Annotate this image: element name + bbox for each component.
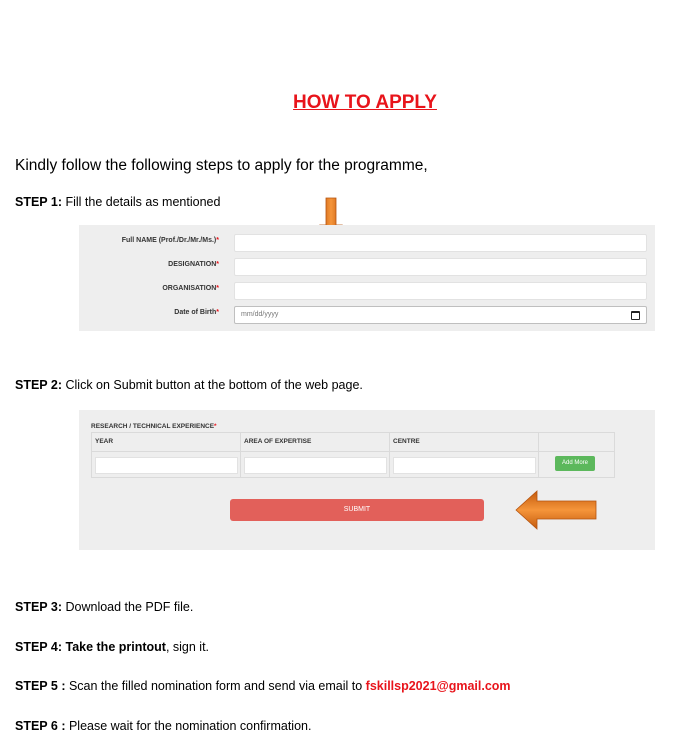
form-row-designation [79, 258, 655, 276]
submit-button[interactable]: SUBMIT [230, 499, 484, 521]
field-label: ORGANISATION* [162, 285, 219, 292]
table-divider [240, 433, 241, 477]
add-more-button[interactable]: Add More [555, 456, 595, 471]
organisation-field[interactable] [234, 282, 647, 300]
calendar-icon[interactable] [631, 311, 640, 320]
step-5: STEP 5 : Scan the filled nomination form and send via email to fskillsp2021@gmail.com [15, 679, 511, 693]
year-input[interactable] [95, 457, 238, 474]
experience-table [91, 432, 615, 478]
date-of-birth-field[interactable] [234, 306, 647, 324]
page-title: HOW TO APPLY [293, 92, 437, 113]
form-row-date-of-birth [79, 306, 655, 324]
step-1: STEP 1: Fill the details as mentioned [15, 195, 221, 209]
email-link[interactable]: fskillsp2021@gmail.com [365, 679, 511, 693]
arrow-left-icon [515, 489, 599, 533]
column-header-year: YEAR [95, 438, 114, 445]
field-label: Date of Birth* [174, 309, 219, 316]
intro-text: Kindly follow the following steps to apply for the programme, [15, 157, 428, 174]
field-label: DESIGNATION* [168, 261, 219, 268]
form-row-organisation [79, 282, 655, 300]
date-placeholder: mm/dd/yyyy [241, 311, 279, 318]
step-2: STEP 2: Click on Submit button at the bottom of the web page. [15, 378, 363, 392]
section-label: RESEARCH / TECHNICAL EXPERIENCE* [91, 423, 217, 430]
table-header [92, 433, 614, 452]
step-6: STEP 6 : Please wait for the nomination confirmation. [15, 719, 312, 733]
centre-input[interactable] [393, 457, 536, 474]
column-header-area: AREA OF EXPERTISE [244, 438, 312, 445]
table-divider [538, 433, 539, 477]
step-4: STEP 4: Take the printout, sign it. [15, 640, 210, 654]
table-divider [389, 433, 390, 477]
form-row-full-name [79, 234, 655, 252]
column-header-centre: CENTRE [393, 438, 420, 445]
area-of-expertise-input[interactable] [244, 457, 387, 474]
designation-field[interactable] [234, 258, 647, 276]
full-name-field[interactable] [234, 234, 647, 252]
field-label: Full NAME (Prof./Dr./Mr./Ms.)* [121, 237, 219, 244]
step-3: STEP 3: Download the PDF file. [15, 600, 194, 614]
personal-details-form [79, 225, 655, 331]
